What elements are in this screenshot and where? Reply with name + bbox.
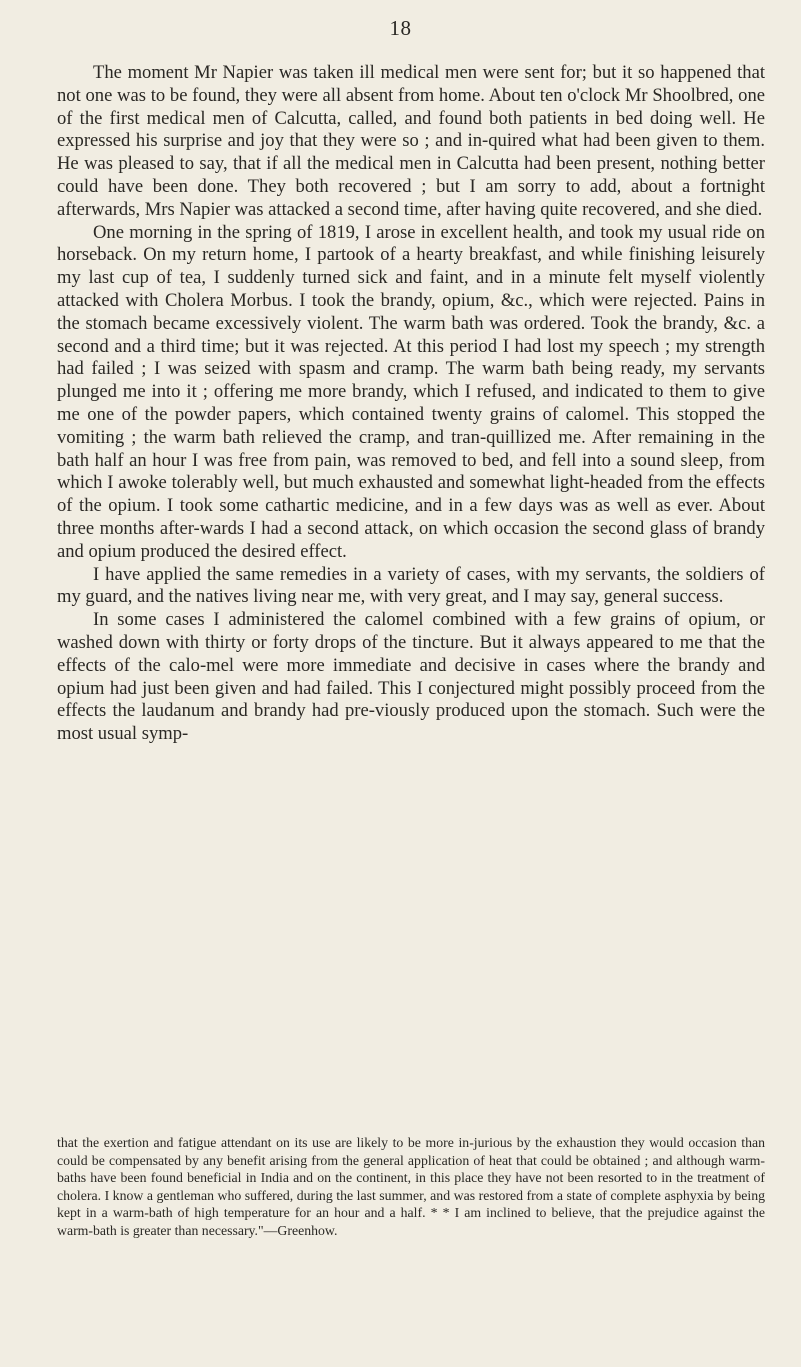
main-text [57,62,765,746]
paragraph: I have applied the same remedies in a variety of cases, with my servants, the soldiers of my guard, and the natives living near me, with very great, and I may say, general success. [57,563,765,608]
page-number: 18 [389,16,412,40]
paragraph: The moment Mr Napier was taken ill medical men were sent for; but it so happened that not one was to be found, they were all absent from home. About ten o'clock Mr Shoolbred, one of the first medical men of Calcutta, called, and found both patients in bed doing well. He expressed his surprise and joy that they were so ; and in-quired what had been given to them. He was pleased to say, that if all the medical men in Calcutta had been present, nothing better could have been done. They both recovered ; but I am sorry to add, about a fortnight afterwards, Mrs Napier was attacked a second time, after having quite recovered, and she died. [57,62,765,220]
paragraph: In some cases I administered the calomel combined with a few grains of opium, or washed down with thirty or forty drops of the tincture. But it always appeared to me that the effects of the calo-mel were more immediate and decisive in cases where the brandy and opium had just been given and had failed. This I conjectured might possibly proceed from the effects the laudanum and brandy had pre-viously produced upon the stomach. Such were the most usual symp- [57,609,765,745]
footnote [57,1134,765,1240]
paragraph: One morning in the spring of 1819, I arose in excellent health, and took my usual ride on horseback. On my return home, I partook of a hearty breakfast, and while finishing leisurely my last cup of tea, I suddenly turned sick and faint, and in a minute felt myself violently attacked with Cholera Morbus. I took the brandy, opium, &c., which were rejected. Pains in the stomach became excessively violent. The warm bath was ordered. Took the brandy, &c. a second and a third time; but it was rejected. At this period I had lost my speech ; my strength had failed ; I was seized with spasm and cramp. The warm bath being ready, my servants plunged me into it ; offering me more brandy, which I refused, and indicated to them to give me one of the powder papers, which contained twenty grains of calomel. This stopped the vomiting ; the warm bath relieved the cramp, and tran-quillized me. After remaining in the bath half an hour I was free from pain, was removed to bed, and fell into a sound sleep, from which I awoke tolerably well, but much exhausted and somewhat light-headed from the effects of the opium. I took some cathartic medicine, and in a few days was as well as ever. About three months after-wards I had a second attack, on which occasion the second glass of brandy and opium produced the desired effect. [57,221,765,562]
footnote-text: that the exertion and fatigue attendant on its use are likely to be more in-jurious by the exhaustion they would occasion than could be compensated by any benefit arising from the general application of heat that could be obtained ; and although warm-baths have been found beneficial in India and on the continent, in this place they have not been resorted to in the treatment of cholera. I know a gentleman who suffered, during the last summer, and was restored from a state of complete asphyxia by being kept in a warm-bath of high temperature for an hour and a half. * * I am inclined to believe, that the prejudice against the warm-bath is greater than necessary."—Greenhow. [57,1135,765,1238]
